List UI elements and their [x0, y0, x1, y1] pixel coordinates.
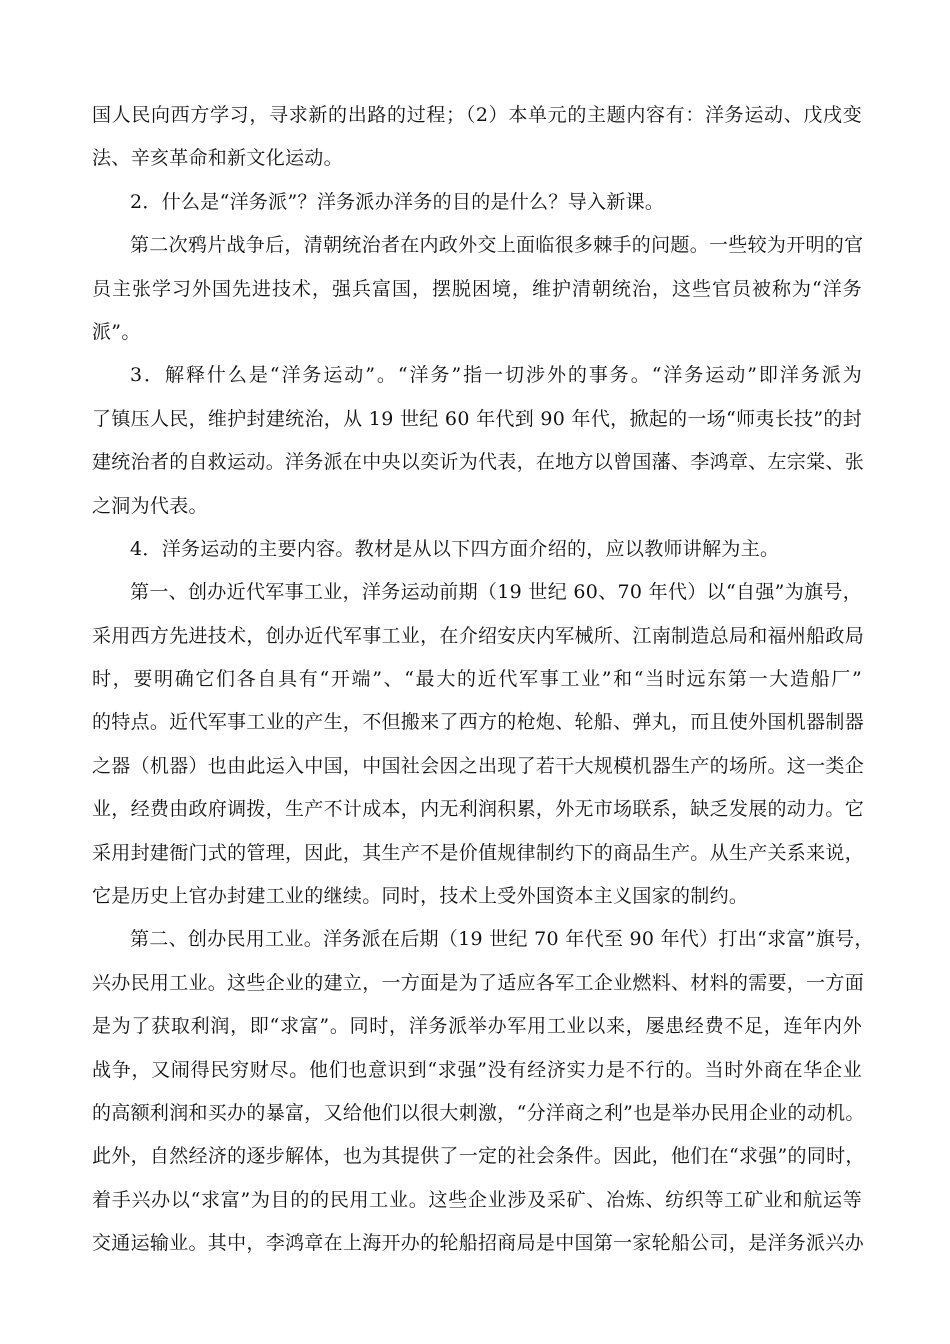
- text-line: 采用封建衙门式的管理，因此，其生产不是价值规律制约下的商品生产。从生产关系来说，: [92, 841, 865, 864]
- text-line: 的特点。近代军事工业的产生，不但搬来了西方的枪炮、轮船、弹丸，而且使外国机器制器: [92, 711, 865, 734]
- text-line: 是为了获取利润，即“求富”。同时，洋务派举办军用工业以来，屡患经费不足，连年内外: [92, 1015, 862, 1038]
- text-line: 时，要明确它们各自具有“开端”、“最大的近代军事工业”和“当时远东第一大造船厂”: [92, 668, 862, 691]
- text-line: 法、辛亥革命和新文化运动。: [92, 147, 343, 170]
- text-line: 第一、创办近代军事工业，洋务运动前期（19 世纪 60、70 年代）以“自强”为旗号，: [130, 581, 862, 604]
- text-line: 3．解释什么是“洋务运动”。“洋务”指一切涉外的事务。“洋务运动”即洋务派为: [130, 364, 862, 387]
- text-line: 此外，自然经济的逐步解体，也为其提供了一定的社会条件。因此，他们在“求强”的同时，: [92, 1145, 865, 1168]
- text-line: 之洞为代表。: [92, 494, 208, 517]
- text-line: 之器（机器）也由此运入中国，中国社会因之出现了若干大规模机器生产的场所。这一类企: [92, 754, 865, 777]
- text-line: 业，经费由政府调拨，生产不计成本，内无利润积累，外无市场联系，缺乏发展的动力。它: [92, 798, 865, 821]
- text-line: 着手兴办以“求富”为目的的民用工业。这些企业涉及采矿、冶炼、纺织等工矿业和航运等: [92, 1188, 862, 1211]
- text-line: 第二次鸦片战争后，清朝统治者在内政外交上面临很多棘手的问题。一些较为开明的官: [130, 234, 864, 257]
- text-line: 兴办民用工业。这些企业的建立，一方面是为了适应各军工企业燃料、材料的需要，一方面: [92, 971, 865, 994]
- text-line: 战争，又闹得民穷财尽。他们也意识到“求强”没有经济实力是不行的。当时外商在华企业: [92, 1058, 862, 1081]
- text-line: 派”。: [92, 320, 141, 343]
- text-line: 它是历史上官办封建工业的继续。同时，技术上受外国资本主义国家的制约。: [92, 885, 749, 908]
- text-line: 交通运输业。其中，李鸿章在上海开办的轮船招商局是中国第一家轮船公司，是洋务派兴办: [92, 1232, 865, 1255]
- document-page: [92, 94, 874, 1266]
- text-line: 第二、创办民用工业。洋务派在后期（19 世纪 70 年代至 90 年代）打出“求富”旗号，: [130, 928, 874, 951]
- text-line: 的高额利润和买办的暴富，又给他们以很大刺激，“分洋商之利”也是举办民用企业的动机。: [92, 1101, 865, 1124]
- text-line: 采用西方先进技术，创办近代军事工业，在介绍安庆内军械所、江南制造总局和福州船政局: [92, 624, 865, 647]
- text-line: 建统治者的自救运动。洋务派在中央以奕䜣为代表，在地方以曾国藩、李鸿章、左宗棠、张: [92, 451, 865, 474]
- text-line: 了镇压人民，维护封建统治，从 19 世纪 60 年代到 90 年代，掀起的一场“师夷长技”的封: [92, 407, 862, 430]
- text-line: 2．什么是“洋务派”？洋务派办洋务的目的是什么？导入新课。: [130, 190, 665, 213]
- text-line: 4．洋务运动的主要内容。教材是从以下四方面介绍的，应以教师讲解为主。: [130, 537, 780, 560]
- text-line: 员主张学习外国先进技术，强兵富国，摆脱困境，维护清朝统治，这些官员被称为“洋务: [92, 277, 862, 300]
- text-line: 国人民向西方学习，寻求新的出路的过程；（2）本单元的主题内容有：洋务运动、戊戌变: [92, 104, 862, 126]
